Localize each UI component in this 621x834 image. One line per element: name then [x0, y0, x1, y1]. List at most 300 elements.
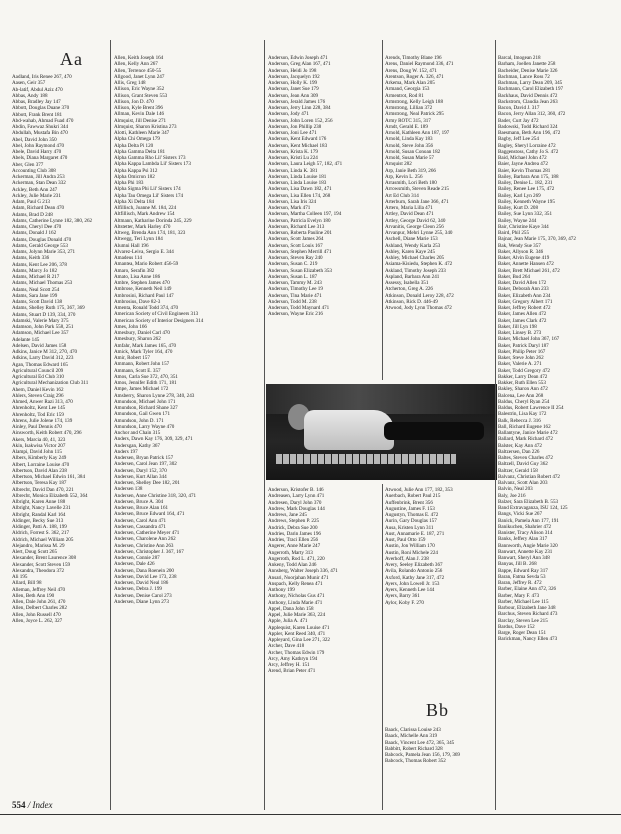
- index-entry: Akers, Marcia 40, 41, 323: [12, 436, 66, 443]
- index-entry: Appel, Julie Marie 363, 224: [268, 612, 326, 618]
- index-entry: Anderson, Susan C. 219: [268, 261, 318, 268]
- page-footer: [12, 800, 53, 810]
- index-entry: Arnquist 282: [385, 161, 412, 168]
- index-entry: Ahrenholtz, Kent Lee 145: [12, 405, 66, 412]
- index-entry: Aadland, Iris Renee 267, 470: [12, 74, 72, 80]
- index-entry: Anderson, Kent Michael 183: [268, 142, 328, 149]
- index-entry: Anderson, Lisa Ellen 174, 268: [268, 192, 331, 199]
- index-entry: Adams, Douglas Donald 470: [12, 236, 72, 243]
- index-entry: Baker, Todd Gregory 472: [498, 367, 550, 374]
- index-entry: Allen, Joyce L. 262, 327: [12, 617, 63, 624]
- index-entry: Anderson, Scott Louis 167: [268, 242, 323, 249]
- index-entry: Arnold, Linda Kay 183: [385, 136, 433, 143]
- index-entry: Ackley, Julie Marie 231: [12, 192, 61, 199]
- index-entry: Albright, Randal Karl 164: [12, 511, 66, 518]
- index-column-2: [114, 55, 264, 605]
- index-entry: Anderson, Kristofer B. 146: [268, 487, 324, 493]
- index-entry: Aylor, Koby F. 270: [385, 599, 424, 606]
- index-entry: Anderson, Todd M. 238: [268, 298, 317, 305]
- index-entry: Alert, Doug Scott 265: [12, 549, 57, 555]
- index-entry: Adams, Stuart D 139, 334, 370: [12, 311, 76, 318]
- index-entry: Assessy, Isabella 351: [385, 280, 429, 286]
- index-entry: Baldus, Cheryl Ryan 254: [498, 398, 550, 405]
- index-entry: Arnold, Kathleen Ann 187, 197: [385, 130, 450, 136]
- index-entry: Ackerman, Stan Dean 332: [12, 180, 66, 187]
- index-entry: Ashland, Wendy Karla 253: [385, 242, 441, 249]
- index-entry: Alotti, Kathleen Marie 347: [114, 130, 170, 136]
- index-entry: Albertson, Teresa Kay 187: [12, 480, 67, 487]
- index-entry: Aspland, Barbara Ann 241: [385, 273, 440, 280]
- index-entry: Askland, Timothy Joseph 233: [385, 267, 446, 274]
- index-entry: Bailey, Barbara Ann 175, 188: [498, 173, 559, 180]
- index-entry: Adelante 145: [12, 336, 40, 343]
- index-entry: Anderson, Todd Maynard 471: [268, 305, 330, 311]
- index-entry: Army ROTC 315, 317: [385, 117, 431, 124]
- index-entry: Adkins, Janice M 312, 270, 470: [12, 349, 78, 355]
- index-entry: Armentrot, Rod 81: [385, 92, 424, 99]
- index-entry: Allison, Grant Steven 553: [114, 92, 168, 99]
- index-entry: Amundson, Gail Gwen 171: [114, 411, 171, 418]
- index-entry: Alumni Hall 196: [114, 242, 149, 249]
- index-entry: Andersen, Daryl 152, 370: [114, 467, 167, 474]
- index-entry: Babbitt, Robert Richard 328: [385, 745, 443, 752]
- index-entry: Ansari, Noorjahan Munir 471: [268, 574, 329, 581]
- index-entry: Bacon, David J. 317: [498, 105, 540, 111]
- index-entry: Andrick, Debra Sue 200: [268, 524, 318, 531]
- index-entry: Anderson, Susan Elizabeth 353: [268, 267, 332, 274]
- index-column-5: [498, 55, 614, 643]
- index-entry: Baier, Jayne Andrea 472: [498, 161, 548, 168]
- index-entry: Annsberg, Walter Joseph 336, 471: [268, 568, 338, 575]
- index-entry: Ahrens, Julie Jolene 174, 139: [12, 417, 73, 424]
- index-entry: Arcy, Amy Kathryn 194: [268, 655, 318, 662]
- index-entry: Anderson, Mark 471: [268, 205, 311, 211]
- index-entry: Amato, Lisa Anne 186: [114, 273, 161, 280]
- index-entry: Baker, Allyson R. 346: [498, 248, 544, 255]
- index-entry: Anderson, Wayne Eric 216: [268, 311, 323, 318]
- index-entry: Andersen, Kurt Allan 344: [114, 473, 167, 480]
- index-entry: Adams, Michael R 217: [12, 274, 60, 280]
- index-entry: Almquist, Sharon Kristina 273: [114, 123, 177, 130]
- index-entry: Augustine, James F. 153: [385, 505, 435, 512]
- index-entry: Baker, Linsey B. 273: [498, 330, 542, 336]
- index-entry: Adams, Kent Lee 206, 378: [12, 261, 67, 268]
- index-entry: Bak, Wendy Sue 357: [498, 242, 541, 249]
- index-entry: Alpha Chi Omega 179: [114, 136, 160, 143]
- index-entry: Andersen, Denise Carol 273: [114, 592, 172, 599]
- index-entry: Agan, Thomas Edward 165: [12, 361, 68, 368]
- index-entry: Balster, Kay Ann 472: [498, 442, 542, 449]
- index-entry: Balvin, Neal 203: [498, 486, 533, 493]
- index-entry: Baid, Michael John 472: [498, 155, 547, 161]
- footer-divider: /: [27, 800, 31, 810]
- index-entry: Barham, Joellen Janette 258: [498, 61, 556, 68]
- index-entry: Anderson, Tina Marie 471: [268, 292, 322, 299]
- index-entry: Baack, Clarissa Louise 243: [385, 727, 441, 733]
- index-entry: Banwart, Annette Kay 231: [498, 548, 553, 555]
- index-entry: Amos, Carla Sue 372, 470, 351: [114, 373, 178, 380]
- index-entry: Backstrom, Claudia Jean 263: [498, 98, 558, 105]
- index-entry: Adams, Catherine Lynne 182, 380, 262: [12, 217, 93, 224]
- index-entry: Austin, Roni Michele 224: [385, 549, 438, 556]
- index-entry: Abel, John Raymond 470: [12, 142, 65, 149]
- index-entry: Baker, Elizabeth Ann 234: [498, 292, 551, 299]
- index-entry: Augustyn, Thomas E. 472: [385, 512, 439, 518]
- index-entry: Bappe, Edward Ray 317: [498, 567, 548, 574]
- index-entry: Aldinger, Patti A. 188, 199: [12, 524, 67, 530]
- index-entry: Bachman, Larry Dean 209, 345: [498, 80, 563, 86]
- index-entry: Andersen, Cassandra 471: [114, 523, 166, 530]
- index-entry: Ambrosius, Dave 82-3: [114, 298, 161, 305]
- index-entry: Barickman, Nancy Ellen 473: [498, 636, 558, 643]
- index-entry: Andersen, Debra J. 199: [114, 586, 162, 593]
- index-entry: Andersen, Bruce Alan 161: [114, 505, 169, 511]
- index-entry: Bailey, Renee Lee 175, 472: [498, 186, 555, 193]
- index-entry: Adams, Shelley Ruth 175, 367, 369: [12, 305, 85, 312]
- index-entry: American Society of Interior Designers 314: [114, 317, 204, 324]
- index-entry: Ali 195: [12, 574, 28, 580]
- index-entry: Baker, Philip Peter 167: [498, 348, 546, 355]
- index-entry: Andersen, Dale 426: [114, 561, 155, 568]
- index-entry: Alvarez-Leiva, Sergio E. 344: [114, 248, 174, 255]
- index-entry: Appleyard, Gina Lee 271, 322: [268, 637, 330, 643]
- index-entry: Barchus, Steven Richard 473: [498, 611, 558, 618]
- index-entry: Altmann, Katharine Dorinda 245, 229: [114, 217, 192, 224]
- index-entry: Arvanpur, Mehri Lynne 255, 340: [385, 230, 453, 236]
- index-entry: Abd-wahab, Ahmad Fuad 470: [12, 117, 74, 124]
- person-shirt: [304, 410, 394, 450]
- index-entry: Barber, Michael Lee 115: [498, 598, 549, 605]
- index-entry: Alpha Kappa Psi 312: [114, 167, 158, 174]
- index-entry: Arkema, Mark Alan 205: [385, 80, 435, 86]
- index-entry: Archer, Dave 418: [268, 643, 305, 650]
- piano-keys: [276, 454, 456, 464]
- index-entry: Anderson, Laura Leigh 57, 182, 471: [268, 161, 343, 168]
- index-entry: Anderson, Patricia Evelyn 180: [268, 217, 331, 224]
- index-entry: Baack, Michelle Ann 319: [385, 733, 438, 740]
- index-entry: Amesbury, Sharon 262: [114, 336, 161, 343]
- index-entry: Anchor and Chain 315: [114, 430, 161, 436]
- column-rule: [110, 40, 111, 810]
- index-entry: Aasen, Geir 357: [12, 80, 46, 87]
- index-entry: Anderson, Jon Phillip 238: [268, 123, 322, 130]
- index-entry: Agricultural Mechanization Club 311: [12, 380, 89, 387]
- index-entry: Amir, Robert 157: [114, 355, 150, 361]
- index-entry: Andersen, Carol Ann 471: [114, 517, 167, 524]
- section-letter-b: Bb: [426, 700, 450, 720]
- index-entry: Amundson, Richard Shane 327: [114, 405, 178, 411]
- index-entry: Baker, Bud 264: [498, 273, 530, 280]
- index-entry: Arcy, Jeffrey H. 151: [268, 662, 310, 668]
- index-entry: Almquist, Jill Denise 271: [114, 117, 167, 124]
- index-entry: Adam, Richard Dean 470: [12, 205, 65, 212]
- index-entry: Angerroth, Marty 313: [268, 549, 313, 556]
- index-entry: Amundson, Larry Wayne 470: [114, 423, 175, 430]
- index-entry: Anderson, Richard Lee 313: [268, 223, 325, 230]
- index-entry: Alpha Sigma Phi Lil' Sisters 174: [114, 186, 181, 193]
- index-entry: Andersen, Christopher J. 367, 167: [114, 548, 184, 555]
- index-entry: Ankeny, Todd Alan 246: [268, 562, 317, 568]
- index-entry: Accounting Club 308: [12, 167, 56, 174]
- index-entry: Anderson, Heidi Jo 198: [268, 67, 317, 74]
- index-entry: Arend, Brian Peter 471: [268, 668, 316, 675]
- index-entry: Aldrich, Michael William 205: [12, 536, 74, 543]
- index-entry: Austin, Jon William 170: [385, 543, 435, 550]
- index-entry: Abele, David Harry 470: [12, 149, 62, 155]
- index-entry: Adams, Jolynn Marie 353, 271: [12, 249, 76, 255]
- index-entry: Baier, Kevin Thomas 281: [498, 167, 551, 174]
- index-entry: Baker, Deborah Ann 233: [498, 286, 549, 293]
- index-entry: Bangs, Vicki Sue 267: [498, 511, 543, 518]
- index-entry: Artero, Maria Lilla 471: [385, 205, 433, 211]
- index-column-4-b-section: [385, 727, 495, 765]
- index-entry: Alpha Tau Omega Lil' Sisters 174: [114, 192, 184, 199]
- index-entry: Anderson, Janet Sue 179: [268, 86, 319, 93]
- index-entry: Angerer, Anne Marie 247: [268, 543, 321, 550]
- index-entry: Abbott, Douglas Duane 370: [12, 105, 70, 112]
- index-entry: Armstrong, Neal Patrick 295: [385, 111, 444, 118]
- index-entry: Bagby, Jeff Lee 254: [498, 136, 539, 143]
- index-entry: Allen, Keith Joseph 164: [114, 55, 164, 61]
- index-entry: Anderson, Martha Colleen 197, 194: [268, 211, 342, 218]
- index-entry: Baker, Gregory Albert 171: [498, 298, 553, 305]
- index-entry: Baltzell, David Guy 362: [498, 461, 548, 468]
- index-entry: Barcal, Imogean 218: [498, 55, 541, 61]
- index-entry: Abbott, Frank Brent 181: [12, 111, 63, 118]
- index-entry: Ahmed, Anwer Razi 313, 470: [12, 399, 73, 405]
- index-entry: Adamson, Michael Lee 357: [12, 330, 69, 337]
- index-entry: Alpha Omicron 182: [114, 173, 155, 180]
- index-entry: Amesbury, Daniel Carl 470: [114, 330, 170, 336]
- index-entry: Albertson, Michael Edwin 161, 384: [12, 474, 85, 480]
- person-legs: [384, 422, 484, 440]
- index-entry: Bailey, Sue Lynn 332, 351: [498, 211, 552, 218]
- index-entry: Arentson, Roger A. 326, 471: [385, 73, 444, 80]
- index-entry: Baack, Vincent Lee 472, 365, 345: [385, 739, 455, 746]
- index-entry: Allman, Kevin Dale 146: [114, 111, 165, 118]
- index-entry: Ahrenholtz, Tod Eric 159: [12, 411, 64, 418]
- index-entry: Avery, Seeley Elizabeth 367: [385, 562, 443, 568]
- index-entry: Adamski, Valerie Mary 375: [12, 317, 69, 324]
- index-entry: Alleman, Jeffrey Neil 470: [12, 586, 66, 593]
- index-entry: Baker, Alvin Eugene 419: [498, 255, 550, 261]
- index-entry: Appler, Kent Reed 340, 471: [268, 630, 326, 637]
- index-entry: Andrews, Jane 245: [268, 512, 307, 518]
- index-entry: Anderson, Jean Ann 309: [268, 92, 319, 99]
- index-entry: Arp, Kevin L. 256: [385, 173, 423, 180]
- index-entry: Bachmann, Carol Elizabeth 197: [498, 86, 564, 93]
- index-entry: Adams, Neal Scott 254: [12, 286, 60, 293]
- index-entry: Bailey, Kenneth Wayne 195: [498, 198, 555, 205]
- index-entry: Adelsen, David James 158: [12, 342, 67, 349]
- column-rule: [264, 40, 265, 810]
- index-entry: Anderson, Lisa Dawn 182, 471: [268, 186, 332, 193]
- index-entry: Alexander, Brent Laurence 308: [12, 555, 77, 562]
- index-entry: Anderson, Jerald James 176: [268, 98, 326, 105]
- index-entry: Balestrin, Lisa Kay 172: [498, 411, 547, 418]
- index-entry: Banwart, Sheryl Ann 348: [498, 555, 550, 561]
- index-entry: Arterburn, Sarah Jane 366, 471: [385, 198, 449, 205]
- index-entry: Adamson, John Park 558, 251: [12, 324, 74, 330]
- index-entry: Ammann, Robert John 157: [114, 361, 170, 368]
- index-entry: Arrowsmith, Steven Reade 215: [385, 186, 449, 193]
- index-entry: Baly, Joe 216: [498, 492, 526, 499]
- index-entry: Ainley, Paul Dennis 470: [12, 424, 62, 430]
- index-entry: Anthony, Linda Marie 471: [268, 599, 323, 606]
- index-entry: Art Ed Club 314: [385, 192, 419, 199]
- index-entry: Andersen, Carol Jean 197, 302: [114, 461, 177, 468]
- page-number: 554: [12, 800, 26, 810]
- index-entry: Banks, Jeffery Alan 317: [498, 536, 548, 543]
- index-entry: Albert, Lorraine Louise 470: [12, 461, 70, 468]
- index-entry: Atkinson, Rick D. 446-49: [385, 298, 438, 305]
- index-entry: Andrew, Mark Douglas 144: [268, 505, 325, 512]
- index-entry: Allen, Terrence 450-55: [114, 67, 162, 74]
- index-entry: Band Extravaganza, ISU 124, 125: [498, 505, 568, 511]
- index-entry: Andrews, Stephen P. 225: [268, 518, 320, 525]
- index-entry: Baker, Brett Michael 261, 472: [498, 267, 560, 274]
- index-entry: Amundson, John D. 171: [114, 417, 164, 424]
- index-entry: Ackerman, Jill Andra 253: [12, 174, 65, 180]
- index-entry: Anderson, Joni Lee 471: [268, 130, 317, 136]
- index-entry: Banikuchen, Shahrier 472: [498, 523, 552, 530]
- index-entry: Abbas, Bradley Jay 147: [12, 99, 61, 105]
- index-entry: Bailey, Denise L. 182, 231: [498, 180, 553, 186]
- index-entry: Ammann, Scott E. 357: [114, 367, 161, 374]
- index-entry: Baker, James Allen 472: [498, 311, 547, 318]
- index-entry: Alpha Xi Delta 184: [114, 198, 155, 205]
- index-entry: Adams, Donald J 162: [12, 230, 57, 237]
- index-entry: Andersen, David Lee 173, 238: [114, 573, 177, 580]
- index-entry: Anderson, Linda Louise 183: [268, 180, 327, 186]
- index-entry: Averhoff, Alan J. 238: [385, 555, 429, 562]
- index-entry: Allen, John Russell 470: [12, 611, 61, 618]
- index-entry: Anderson, Linda Louise 181: [268, 173, 327, 180]
- index-entry: Adams, Cheryl Dee 470: [12, 224, 62, 230]
- index-entry: Andersen, Christine Ann 263: [114, 542, 174, 549]
- index-entry: Adams, Scott David 138: [12, 299, 63, 305]
- index-entry: Ballard, Mark Richard 472: [498, 436, 553, 443]
- index-entry: Bajnar, Jean Marie 175, 370, 369, 472: [498, 236, 576, 243]
- index-entry: Atkinson, Donald Leroy 228, 472: [385, 292, 454, 299]
- index-entry: Aurin, Gary Douglas 157: [385, 518, 437, 525]
- index-entry: Balk, Rebecca J. 316: [498, 417, 541, 424]
- index-entry: Anthony 199: [268, 587, 295, 593]
- index-entry: Avila, Rolando Antonio 256: [385, 568, 443, 575]
- index-entry: Alpha Gamma Delta 181: [114, 148, 166, 155]
- index-entry: Anderson, Kristi Lu 224: [268, 155, 318, 161]
- index-entry: Andersen, Charolene Ann 262: [114, 536, 176, 543]
- index-entry: Adams, Michael Thomas 253: [12, 280, 73, 287]
- index-entry: Aschell, Diane Marie 153: [385, 236, 438, 243]
- index-entry: Ayers, John Lowell Jr. 153: [385, 580, 440, 587]
- index-entry: Alexander, Scott Steven 159: [12, 561, 71, 568]
- bottom-rule: [0, 814, 621, 815]
- index-entry: Baird, Phil 255: [498, 230, 529, 236]
- index-entry: Alejandro, Marissa M. 29: [12, 542, 65, 549]
- column-rule: [382, 40, 383, 380]
- index-entry: Alpha Gamma Rho Lil' Sisters 173: [114, 155, 186, 161]
- index-entry: Barclay, Steven Lee 215: [498, 617, 548, 624]
- index-entry: Anderson, Steven Ray 240: [268, 255, 323, 261]
- index-entry: Amaro, Serafin 382: [114, 267, 155, 274]
- index-entry: Arens, Daniel Raymond 336, 471: [385, 61, 454, 68]
- index-entry: Bagley, Sheryl Lorraine 472: [498, 142, 556, 149]
- index-entry: Amick, Mark Tyler 164, 470: [114, 348, 173, 355]
- index-entry: Alpha Phi 183: [114, 180, 144, 186]
- index-entry: Andersen, Bryan Patrick 157: [114, 455, 174, 461]
- index-entry: Amenta, Ronald Todd 374, 470: [114, 305, 179, 311]
- index-entry: Aust, Paul Otto 159: [385, 537, 426, 543]
- index-entry: Baltzersen, Dan 226: [498, 448, 540, 455]
- index-entry: Bailey, Karl Lyn 269: [498, 192, 541, 199]
- index-entry: Anderson, Edwin Joseph 471: [268, 55, 328, 61]
- index-entry: Anderson, Kent Edward 176: [268, 136, 327, 143]
- index-entry: Agricultural Ed Club 310: [12, 374, 64, 380]
- index-entry: Baggenstoss, Cathy Jo S. 472: [498, 148, 559, 155]
- index-entry: Allen, Delbert Charles 282: [12, 605, 67, 612]
- index-entry: Baker, James Clark 472: [498, 317, 547, 324]
- index-entry: Arnold, Susan Conoan 182: [385, 148, 441, 155]
- index-entry: Atwood, Julie Ann 177, 182, 353: [385, 487, 453, 493]
- index-entry: Agricultural Council 209: [12, 367, 64, 374]
- index-entry: Anders 197: [114, 448, 138, 455]
- index-entry: Baran, Jeffrey R. 472: [498, 580, 542, 586]
- index-entry: Aldrich, Forrest S. 362, 217: [12, 530, 70, 537]
- index-entry: Balzer, Sara Elizabeth B. 553: [498, 498, 559, 505]
- index-entry: Ackley, Beth Ann 247: [12, 186, 58, 193]
- index-entry: Anderson, Susan L. 187: [268, 273, 318, 280]
- index-entry: Andersen, Dana Roenein 200: [114, 567, 174, 574]
- index-entry: Andersgan, Kathy 367: [114, 442, 160, 449]
- index-entry: Artley, David Dean 471: [385, 211, 434, 218]
- index-entry: Allison, Jon D. 470: [114, 98, 154, 105]
- index-entry: Arndt, Gerald E. 189: [385, 123, 428, 130]
- index-entry: Anderson, John Loren 152, 256: [268, 117, 333, 124]
- index-entry: Angerroth, Rod L. 471, 220: [268, 555, 325, 562]
- index-entry: Ames, John 166: [114, 323, 147, 330]
- index-entry: Adams, Marcy Jo 182: [12, 267, 57, 274]
- index-entry: Adams, Brad D 248: [12, 211, 53, 218]
- index-entry: Ball, Richard Eugene 162: [498, 423, 551, 430]
- index-entry: Ayers, Barry 361: [385, 593, 420, 600]
- index-entry: Baker, Jeffrey Robert 472: [498, 305, 551, 311]
- index-entry: Bacheider, Denise Marie 326: [498, 67, 558, 74]
- index-entry: Altfillisch, Mark Andrew 154: [114, 211, 175, 218]
- index-entry: Allen, Dale John 261, 470: [12, 599, 66, 605]
- index-entry: Alpha Delta Pi 120: [114, 142, 154, 149]
- index-entry: Aber, Glen 377: [12, 161, 44, 168]
- index-entry: Anderson, Scott James 264: [268, 236, 324, 243]
- index-entry: Albrecht, Monica Elizabeth 552, 364: [12, 492, 88, 499]
- index-entry: Albers, Kimberly Kay 249: [12, 455, 67, 462]
- index-entry: Anderson, Greg Alan 167, 471: [268, 61, 331, 68]
- index-entry: Armand, Georgia 153: [385, 86, 430, 93]
- index-entry: Anders, Dawn Kay 176, 309, 329, 471: [114, 436, 193, 443]
- index-entry: Alpha Kappa Lambda Lil' Sisters 173: [114, 161, 191, 168]
- index-entry: Balvanz, Scott Alan 203: [498, 480, 548, 486]
- index-entry: Arnold, Steve John 356: [385, 142, 434, 149]
- footer-section: Index: [32, 800, 53, 810]
- index-entry: Arp, Janie Beth 319, 266: [385, 167, 436, 174]
- index-entry: Anderson, Linda K. 381: [268, 167, 318, 174]
- index-entry: Bannworth, Angie Marie 320: [498, 542, 558, 549]
- index-entry: Anderson, Jody 471: [268, 111, 309, 118]
- index-entry: Adam, Paul G 213: [12, 199, 50, 205]
- index-entry: Andresen, Daryl John 370: [268, 499, 322, 506]
- index-entry: Andersen, David Neal 186: [114, 580, 169, 586]
- index-entry: Bakker, Larry Dean 472: [498, 373, 548, 380]
